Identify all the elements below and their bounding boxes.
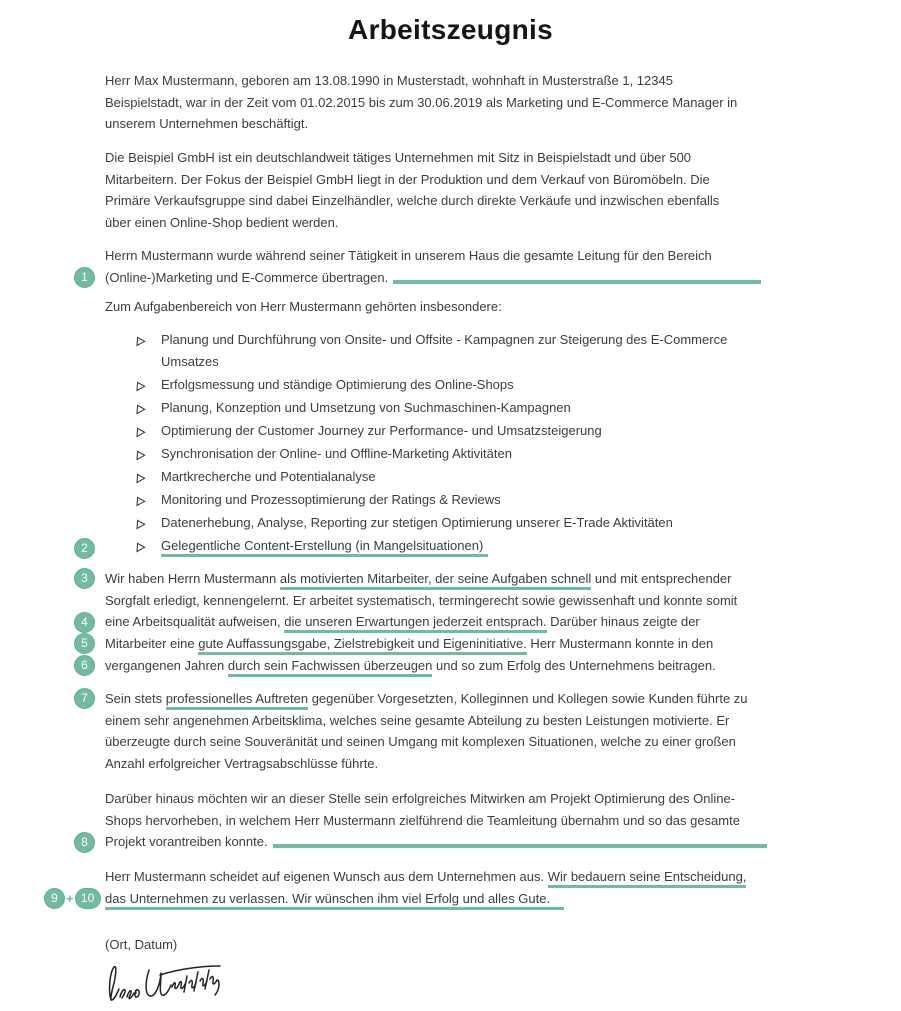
arrow-bullet-icon — [135, 443, 161, 466]
text-line — [105, 212, 719, 234]
text-segment: und mit entsprechender — [591, 571, 732, 586]
underlined-text: die unseren Erwartungen jederzeit entsprach. — [284, 614, 546, 633]
text-segment: Sorgfalt erledigt, kennengelernt. Er arbeitet systematisch, termingerecht sowie gewissenhaft und konnte somit — [105, 592, 738, 608]
text-line — [105, 70, 737, 92]
underlined-text: professionelles Auftreten — [166, 691, 308, 710]
text-line — [161, 535, 488, 557]
annotation-badge-6: 6 — [74, 655, 95, 676]
list-item — [135, 443, 727, 466]
list-item — [135, 535, 727, 558]
text-line — [105, 147, 719, 169]
paragraph-conduct — [105, 688, 748, 775]
text-line — [105, 810, 767, 832]
arrow-bullet-icon — [135, 329, 161, 374]
task-list-intro-text: Zum Aufgabenbereich von Herr Mustermann gehörten insbesondere: — [105, 299, 502, 314]
text-segment: überzeugte durch seine Souveränität und seinen Umgang mit komplexen Situationen, welche zu einer großen — [105, 734, 736, 750]
text-segment: Herr Mustermann konnte in den — [526, 636, 714, 652]
annotation-badge-5: 5 — [74, 633, 95, 654]
list-item — [135, 466, 727, 489]
text-line — [105, 113, 737, 135]
text-line — [161, 443, 512, 465]
text-line — [105, 590, 737, 612]
text-segment: Planung und Durchführung von Onsite- und Offsite - Kampagnen zur Steigerung des E-Commerce — [161, 332, 728, 347]
arrow-bullet-icon — [135, 489, 161, 512]
arrow-bullet-icon — [135, 512, 161, 535]
text-line — [105, 92, 737, 114]
document-title: Arbeitszeugnis — [348, 14, 553, 45]
annotation-badge-9: 9 — [44, 888, 65, 909]
text-segment: Martkrecherche und Potentialanalyse — [161, 468, 376, 484]
list-item — [135, 512, 727, 535]
text-segment: Darüber hinaus zeigte der — [546, 614, 700, 630]
list-item — [135, 329, 727, 374]
text-line — [105, 788, 767, 810]
text-segment: unserem Unternehmen beschäftigt. — [105, 116, 309, 132]
arrow-bullet-icon — [135, 466, 161, 489]
paragraph-company-description — [105, 147, 719, 234]
text-line — [105, 710, 748, 732]
paragraph-responsibility — [105, 245, 761, 288]
text-segment: Sein stets — [105, 691, 166, 706]
text-line — [105, 688, 748, 710]
text-line — [105, 245, 761, 267]
arrow-bullet-icon — [135, 420, 161, 443]
list-item — [135, 397, 727, 420]
text-segment: Wir haben Herrn Mustermann — [105, 571, 280, 586]
paragraph-closing — [105, 866, 746, 909]
text-segment: über einen Online-Shop bedient werden. — [105, 215, 339, 231]
list-item — [135, 489, 727, 512]
place-date — [105, 934, 177, 956]
text-line — [161, 329, 727, 351]
paragraph-performance — [105, 568, 737, 676]
annotation-badge-8: 8 — [74, 832, 95, 853]
arrow-bullet-icon — [135, 374, 161, 397]
annotation-badge-2: 2 — [74, 538, 95, 559]
signature-handwriting-icon — [103, 960, 233, 1006]
text-line — [161, 397, 571, 419]
text-line — [105, 267, 761, 289]
text-segment: Primäre Verkaufsgruppe sind dabei Einzelhändler, welche durch direkte Verkäufe und inzwischen ebenfalls — [105, 193, 720, 209]
annotation-badge-1: 1 — [74, 267, 95, 288]
text-segment: einem sehr angenehmen Arbeitsklima, welches seine gesamte Abteilung zu besten Leistungen motivierte. Er — [105, 712, 730, 728]
text-segment: Anzahl erfolgreicher Vertragsabschlüsse führte. — [105, 756, 379, 772]
text-segment: gegenüber Vorgesetzten, Kolleginnen und Kollegen sowie Kunden führte zu — [308, 691, 748, 706]
text-segment: Erfolgsmessung und ständige Optimierung des Online-Shops — [161, 376, 514, 392]
text-segment: Herr Mustermann scheidet auf eigenen Wunsch aus dem Unternehmen aus. — [105, 869, 548, 884]
place-date-label: (Ort, Datum) — [105, 937, 178, 952]
underlined-text: als motivierten Mitarbeiter, der seine Aufgaben schnell — [280, 571, 591, 590]
arrow-bullet-icon — [135, 397, 161, 420]
underlined-text: Wir bedauern seine Entscheidung, — [548, 869, 747, 888]
text-line — [105, 866, 746, 888]
text-segment: und so zum Erfolg des Unternehmens beitragen. — [432, 657, 716, 673]
text-segment: Herr Max Mustermann, geboren am 13.08.1990 in Musterstadt, wohnhaft in Musterstraße 1, 12345 — [105, 73, 673, 88]
text-line — [161, 420, 602, 442]
text-line — [105, 568, 737, 590]
text-line — [105, 611, 737, 633]
text-line — [161, 512, 673, 534]
list-item — [135, 420, 727, 443]
text-line — [105, 731, 748, 753]
paragraph-project — [105, 788, 767, 853]
text-line — [105, 753, 748, 775]
arrow-bullet-icon — [135, 535, 161, 558]
text-segment: Mitarbeitern. Der Fokus der Beispiel GmbH liegt in der Produktion und dem Verkauf von Büromöbeln. Die — [105, 171, 710, 187]
annotation-badge-7: 7 — [74, 688, 95, 709]
plus-separator: + — [66, 891, 74, 906]
text-line — [105, 831, 767, 853]
text-segment: Shops hervorheben, in welchem Herr Mustermann zielführend die Teamleitung übernahm und so das gesamte — [105, 812, 740, 828]
text-segment: Herrn Mustermann wurde während seiner Tätigkeit in unserem Haus die gesamte Leitung für den Bereich — [105, 248, 712, 263]
underlined-text: durch sein Fachwissen überzeugen — [228, 658, 433, 677]
text-segment: Beispielstadt, war in der Zeit vom 01.02.2015 bis zum 30.06.2019 als Marketing und E-Commerce Manager in — [105, 94, 738, 110]
underlined-text: das Unternehmen zu verlassen. Wir wünschen ihm viel Erfolg und alles Gute. — [105, 891, 564, 910]
text-segment: eine Arbeitsqualität aufweisen, — [105, 614, 285, 630]
text-segment: Umsatzes — [161, 354, 219, 370]
text-segment: Mitarbeiter eine — [105, 636, 199, 652]
task-list-intro — [105, 296, 502, 318]
text-segment: Monitoring und Prozessoptimierung der Ratings & Reviews — [161, 491, 501, 507]
text-line — [161, 466, 376, 488]
highlight-rule — [393, 280, 761, 284]
text-segment: Projekt vorantreiben konnte. — [105, 834, 268, 850]
annotation-badge-9-10 — [44, 888, 101, 909]
list-item — [135, 374, 727, 397]
text-line — [105, 190, 719, 212]
text-segment: Darüber hinaus möchten wir an dieser Stelle sein erfolgreiches Mitwirken am Projekt Optimierung des Online- — [105, 791, 736, 806]
highlight-rule — [273, 844, 767, 848]
paragraph-employee-intro — [105, 70, 737, 135]
text-line — [161, 374, 514, 396]
text-line — [105, 169, 719, 191]
task-list — [135, 329, 727, 558]
annotation-badge-10: 10 — [75, 888, 101, 909]
text-segment: Die Beispiel GmbH ist ein deutschlandweit tätiges Unternehmen mit Sitz in Beispielstadt und über 500 — [105, 150, 692, 165]
annotation-badge-3: 3 — [74, 568, 95, 589]
text-segment: Optimierung der Customer Journey zur Performance- und Umsatzsteigerung — [161, 422, 602, 438]
text-line — [161, 351, 727, 373]
text-line — [105, 655, 737, 677]
text-segment: Planung, Konzeption und Umsetzung von Suchmaschinen-Kampagnen — [161, 399, 571, 415]
text-line — [161, 489, 501, 511]
text-line — [105, 888, 746, 910]
signature — [103, 960, 233, 1011]
text-segment: Datenerhebung, Analyse, Reporting zur stetigen Optimierung unserer E-Trade Aktivitäten — [161, 514, 673, 530]
text-line — [105, 633, 737, 655]
underlined-text: Gelegentliche Content-Erstellung (in Mangelsituationen) — [161, 538, 488, 557]
annotation-badge-4: 4 — [74, 612, 95, 633]
text-segment: Synchronisation der Online- und Offline-Marketing Aktivitäten — [161, 445, 512, 461]
text-segment: (Online-)Marketing und E-Commerce übertragen. — [105, 269, 389, 285]
underlined-text: gute Auffassungsgabe, Zielstrebigkeit und Eigeninitiative. — [198, 636, 527, 655]
text-segment: vergangenen Jahren — [105, 657, 228, 673]
